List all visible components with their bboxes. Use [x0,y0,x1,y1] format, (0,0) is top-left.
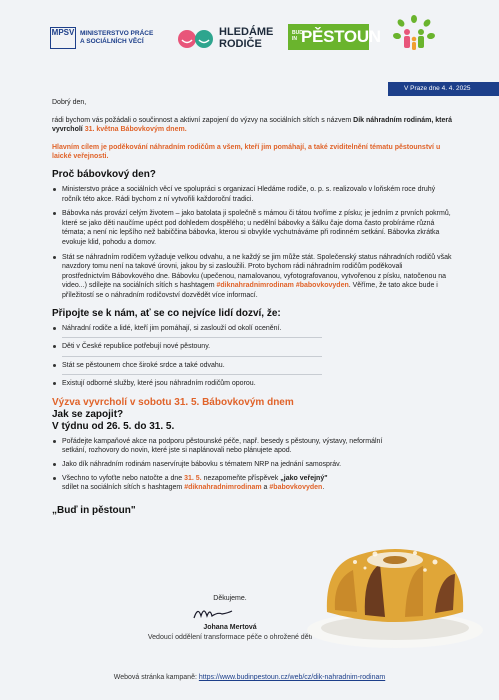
thanks-text: Děkujeme. [213,595,247,602]
goal-paragraph: Hlavním cílem je poděkování náhradním rodičům a všem, kteří jim pomáhají, a také zviditelnění tématu pěstounství u laické veřejnosti. [52,143,441,161]
bundt-cake-image-icon [305,520,485,650]
section3-list [52,437,452,493]
list-item [52,437,402,456]
intro-text: rádi bychom vás požádali o součinnost a aktivní zapojení do výzvy na sociálních sítích s názvem [52,116,352,124]
mpsv-name-line1: MINISTERSTVO PRÁCE [80,30,154,37]
public-post-text: „jako veřejný" [280,474,328,482]
section1-heading: Proč bábovkový den? [52,168,156,180]
list-item-text: Existují odborné služby, které jsou náhradním rodičům oporou. [62,380,256,388]
list-item-text: nezapomeňte příspěvek [203,474,279,482]
mpsv-logo-text: MPSV [51,28,75,37]
mpsv-name [80,30,153,46]
highlight-date: 31. 5. [184,474,202,482]
section3-heading2: V týdnu od 26. 5. do 31. 5. [52,420,175,432]
list-item-text: sdílet na sociálních sítích s hashtagem [62,484,183,492]
section1-list [52,185,452,301]
list-item-text: a [263,484,268,492]
list-item [52,253,452,301]
list-item-text: Jako dík náhradním rodinám naservírujte bábovku s tématem NRP na jednání samospráv. [62,461,342,469]
date-bar: V Praze dne 4. 4. 2025 [388,82,499,96]
list-item-text: . [322,484,325,492]
divider [62,337,322,338]
divider [62,356,322,357]
section2-heading: Připojte se k nám, ať se co nejvíce lidí dozví, že: [52,307,281,319]
list-item-text: Všechno to vyfoťte nebo natočte a dne [62,474,183,482]
hledame-line1: HLEDÁME [219,26,274,38]
intro-paragraph [52,116,452,135]
slogan: „Buď in pěstoun" [52,504,136,516]
campaign-website [0,674,499,681]
list-item [52,474,342,493]
list-item [52,324,452,334]
divider [62,374,322,375]
section2-list [52,324,452,389]
greeting: Dobrý den, [52,99,87,106]
pestoun-small-text: BUD IN [292,30,303,42]
section3-heading1: Jak se zapojit? [52,408,124,420]
mpsv-name-line2: A SOCIÁLNÍCH VĚCÍ [80,38,144,45]
list-item [52,209,452,247]
hashtag: #diknahradnimrodinam [184,484,262,492]
list-item-text: Stát se náhradním rodičem vyžaduje velkou odvahu, a ne každý se jim může stát. Společenský status náhradních rodičů však navzdory tomu není na takové úrovni, jakou by si zasloužili. Proto bychom rádi náhradním rodičům poděkovali prostřednictvím Bábovkového dne. Bábovku (upečenou, namalovanou, vyfotografovanou, vytvořenou z písku, natočenou na video...) sdílejte na sociálních sítích s hashtagem [62,253,452,290]
bud-in-pestoun-logo [288,24,381,50]
hashtags: #diknahradnimrodinam #babovkovyden [216,282,349,290]
list-item [52,342,452,352]
list-item [52,185,452,204]
list-item [52,379,452,389]
list-item-text: Děti v České republice potřebují nové pěstouny. [62,343,211,351]
mpsv-logo [50,27,76,49]
handwritten-signature-icon [190,603,250,623]
list-item-text: Stát se pěstounem chce široké srdce a také odvahu. [62,361,225,369]
hledame-rodice-logo [219,26,273,50]
hledame-line2: RODIČE [219,38,262,50]
signature-name: Johana Mertová [203,624,257,631]
family-tree-icon [392,14,436,58]
list-item-text: Náhradní rodiče a lidé, kteří jim pomáhají, si zaslouží od okolí ocenění. [62,324,282,332]
signature-role: Vedoucí oddělení transformace péče o ohrožené děti [147,634,313,641]
list-item [52,361,452,371]
list-item-text: Ministerstvo práce a sociálních věcí ve spolupráci s organizací Hledáme rodiče, o. p. s. realizovalo v loňském roce druhý ročník této akce. Rádi bychom z ní vytvořili každoroční tradici. [62,185,436,203]
hashtag: #babovkovyden [269,484,323,492]
intro-bold-text: Dík náhradním rodinám, která vyvrcholí [52,116,452,134]
campaign-link[interactable]: https://www.budinpestoun.cz/web/cz/dik-nahradnim-rodinam [198,674,386,681]
intro-highlight: 31. května Bábovkovým dnem. [84,126,187,134]
challenge-heading: Výzva vyvrcholí v sobotu 31. 5. Bábovkovým dnem [52,396,294,408]
list-item-tail: . Věříme, že tato akce bude i příležitostí se o náhradním rodičovství dozvědět více informací. [62,282,438,299]
list-item [52,460,342,470]
web-label: Webová stránka kampaně: [113,674,197,681]
list-item-text: Bábovka nás provází celým životem – jako batolata ji společně s mámou či tátou tvoříme z písku; je jedním z prvních pokrmů, které se jako děti naučíme upéct pod dohledem dospělého; u nedělní bábovky a šálku čaje doma často probíráme různá témata; a není nic lepšího než babiččina bábovka, kterou si obvykle vychutnáváme při rodinném setkání. Bábovka zkrátka evokuje klid, pohodu a domov. [62,210,451,246]
pestoun-big-text: PĚSTOUN [301,27,381,46]
list-item-text: Pořádejte kampaňové akce na podporu pěstounské péče, např. besedy s pěstouny, výstavy, neformální setkání, rozhovory do novin, které jste si naplánovali nebo plánujete apod. [62,437,383,455]
hledame-rodice-logo-icon [176,28,216,50]
page-header [0,0,499,82]
letter-body [52,98,452,517]
